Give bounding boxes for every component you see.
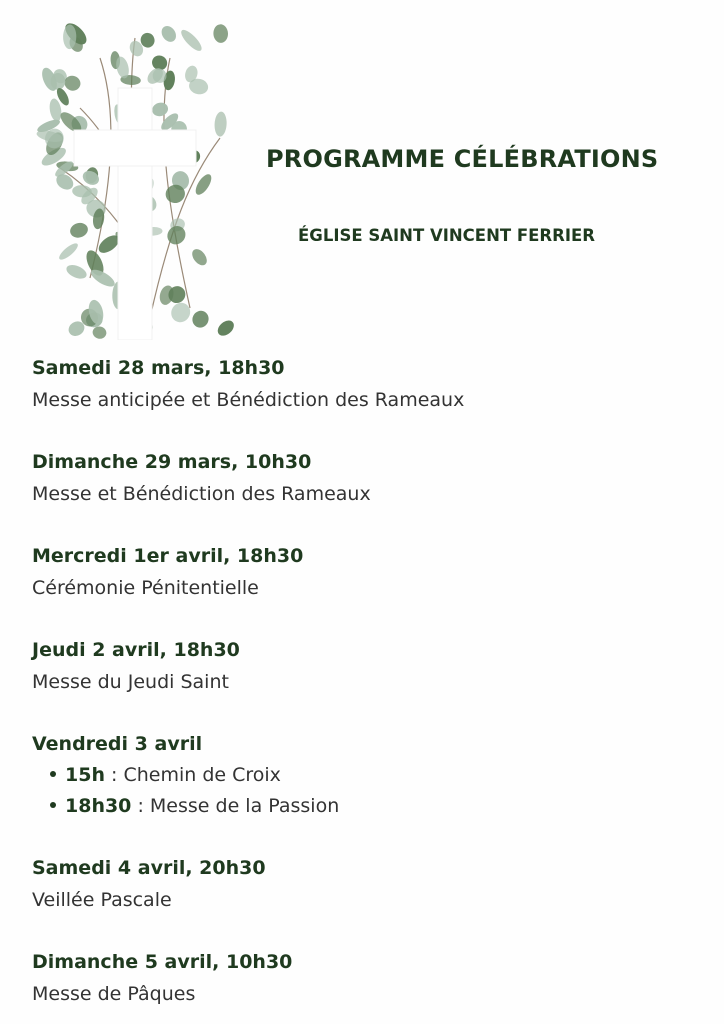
event-description: Cérémonie Pénitentielle — [32, 577, 259, 599]
schedule-separator: : — [131, 795, 150, 817]
event-title: Dimanche 5 avril, 10h30 — [32, 951, 293, 973]
schedule-item — [50, 791, 692, 822]
event-description: Messe anticipée et Bénédiction des Rameaux — [32, 389, 465, 411]
event-title: Dimanche 29 mars, 10h30 — [32, 451, 312, 473]
event-description: Messe de Pâques — [32, 983, 196, 1005]
event-list — [32, 352, 692, 1010]
event-item — [32, 352, 692, 416]
event-description: Messe du Jeudi Saint — [32, 671, 229, 693]
event-description: Messe et Bénédiction des Rameaux — [32, 483, 371, 505]
event-description: Veillée Pascale — [32, 889, 172, 911]
event-item — [32, 728, 692, 822]
event-title: Mercredi 1er avril, 18h30 — [32, 545, 304, 567]
event-item — [32, 540, 692, 604]
schedule-time: 18h30 — [65, 795, 132, 817]
header — [0, 0, 724, 340]
event-schedule-list — [32, 760, 692, 822]
event-item — [32, 946, 692, 1010]
schedule-item — [50, 760, 692, 791]
bullet-icon — [50, 771, 56, 777]
page-subtitle: ÉGLISE SAINT VINCENT FERRIER — [298, 226, 595, 245]
event-item — [32, 446, 692, 510]
event-title: Samedi 28 mars, 18h30 — [32, 357, 285, 379]
event-title: Vendredi 3 avril — [32, 733, 203, 755]
page-title: PROGRAMME CÉLÉBRATIONS — [266, 145, 659, 173]
event-title: Samedi 4 avril, 20h30 — [32, 857, 266, 879]
event-item — [32, 634, 692, 698]
schedule-separator: : — [104, 764, 124, 786]
event-title: Jeudi 2 avril, 18h30 — [32, 639, 240, 661]
event-item — [32, 852, 692, 916]
schedule-time: 15h — [65, 764, 105, 786]
bullet-icon — [50, 802, 56, 808]
schedule-label: Messe de la Passion — [149, 795, 340, 817]
cross-with-eucalyptus-icon — [30, 18, 240, 340]
schedule-label: Chemin de Croix — [123, 764, 281, 786]
